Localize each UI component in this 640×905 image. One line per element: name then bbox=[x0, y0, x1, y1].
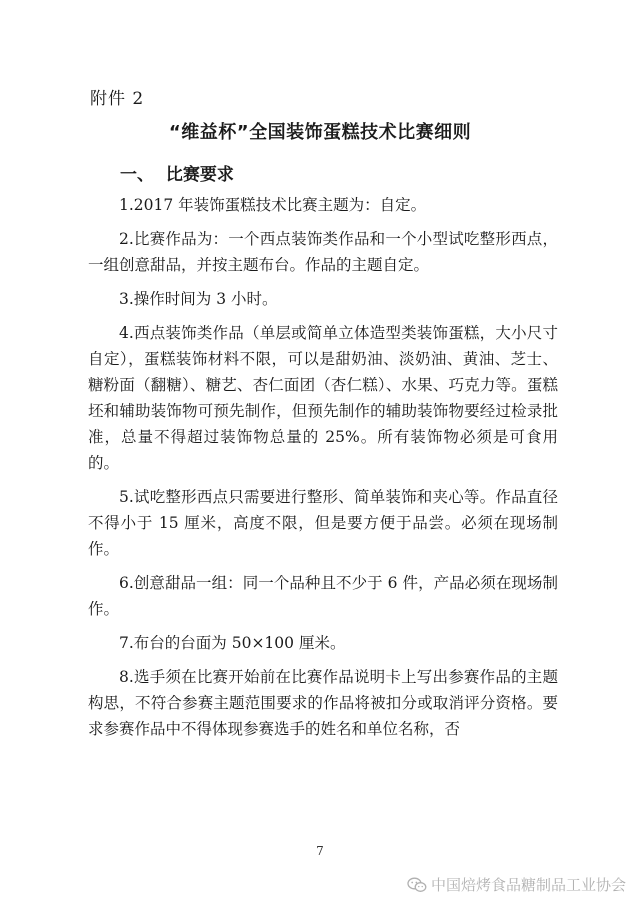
section-title: 比赛要求 bbox=[165, 165, 234, 185]
page-number: 7 bbox=[316, 844, 324, 858]
wechat-icon bbox=[407, 877, 427, 893]
paragraph: 7.布台的台面为 50×100 厘米。 bbox=[119, 634, 346, 652]
watermark bbox=[407, 874, 626, 895]
section-heading bbox=[120, 160, 234, 185]
paragraph: 8.选手须在比赛开始前在比赛作品说明卡上写出参赛作品的主题构思，不符合参赛主题范围要求的作品将被扣分或取消评分资格。要求参赛作品中不得体现参赛选手的姓名和单位名称，否 bbox=[88, 668, 558, 738]
paragraph: 1.2017 年装饰蛋糕技术比赛主题为：自定。 bbox=[119, 196, 427, 214]
paragraph: 3.操作时间为 3 小时。 bbox=[119, 290, 278, 308]
paragraph: 4.西点装饰类作品（单层或简单立体造型类装饰蛋糕，大小尺寸自定），蛋糕装饰材料不限，可以是甜奶油、淡奶油、黄油、芝士、糖粉面（翻糖）、糖艺、杏仁面团（杏仁糕）、水果、巧克力等。蛋糕坯和辅助装饰物可预先制作，但预先制作的辅助装饰物要经过检录批准，总量不得超过装饰物总量的 25%。所有装饰物必须是可食用的。 bbox=[88, 324, 558, 472]
attachment-label: 附件 2 bbox=[90, 89, 145, 109]
paragraph: 5.试吃整形西点只需要进行整形、简单装饰和夹心等。作品直径不得小于 15 厘米，高度不限，但是要方便于品尝。必须在现场制作。 bbox=[88, 488, 558, 558]
paragraph: 6.创意甜品一组：同一个品种且不少于 6 件，产品必须在现场制作。 bbox=[88, 574, 558, 618]
section-number: 一、 bbox=[120, 165, 154, 185]
document-title: “维益杯”全国装饰蛋糕技术比赛细则 bbox=[168, 122, 472, 143]
watermark-text: 中国焙烤食品糖制品工业协会 bbox=[430, 876, 626, 894]
paragraph: 2.比赛作品为：一个西点装饰类作品和一个小型试吃整形西点，一组创意甜品，并按主题布台。作品的主题自定。 bbox=[88, 230, 558, 274]
document-body bbox=[88, 192, 558, 750]
